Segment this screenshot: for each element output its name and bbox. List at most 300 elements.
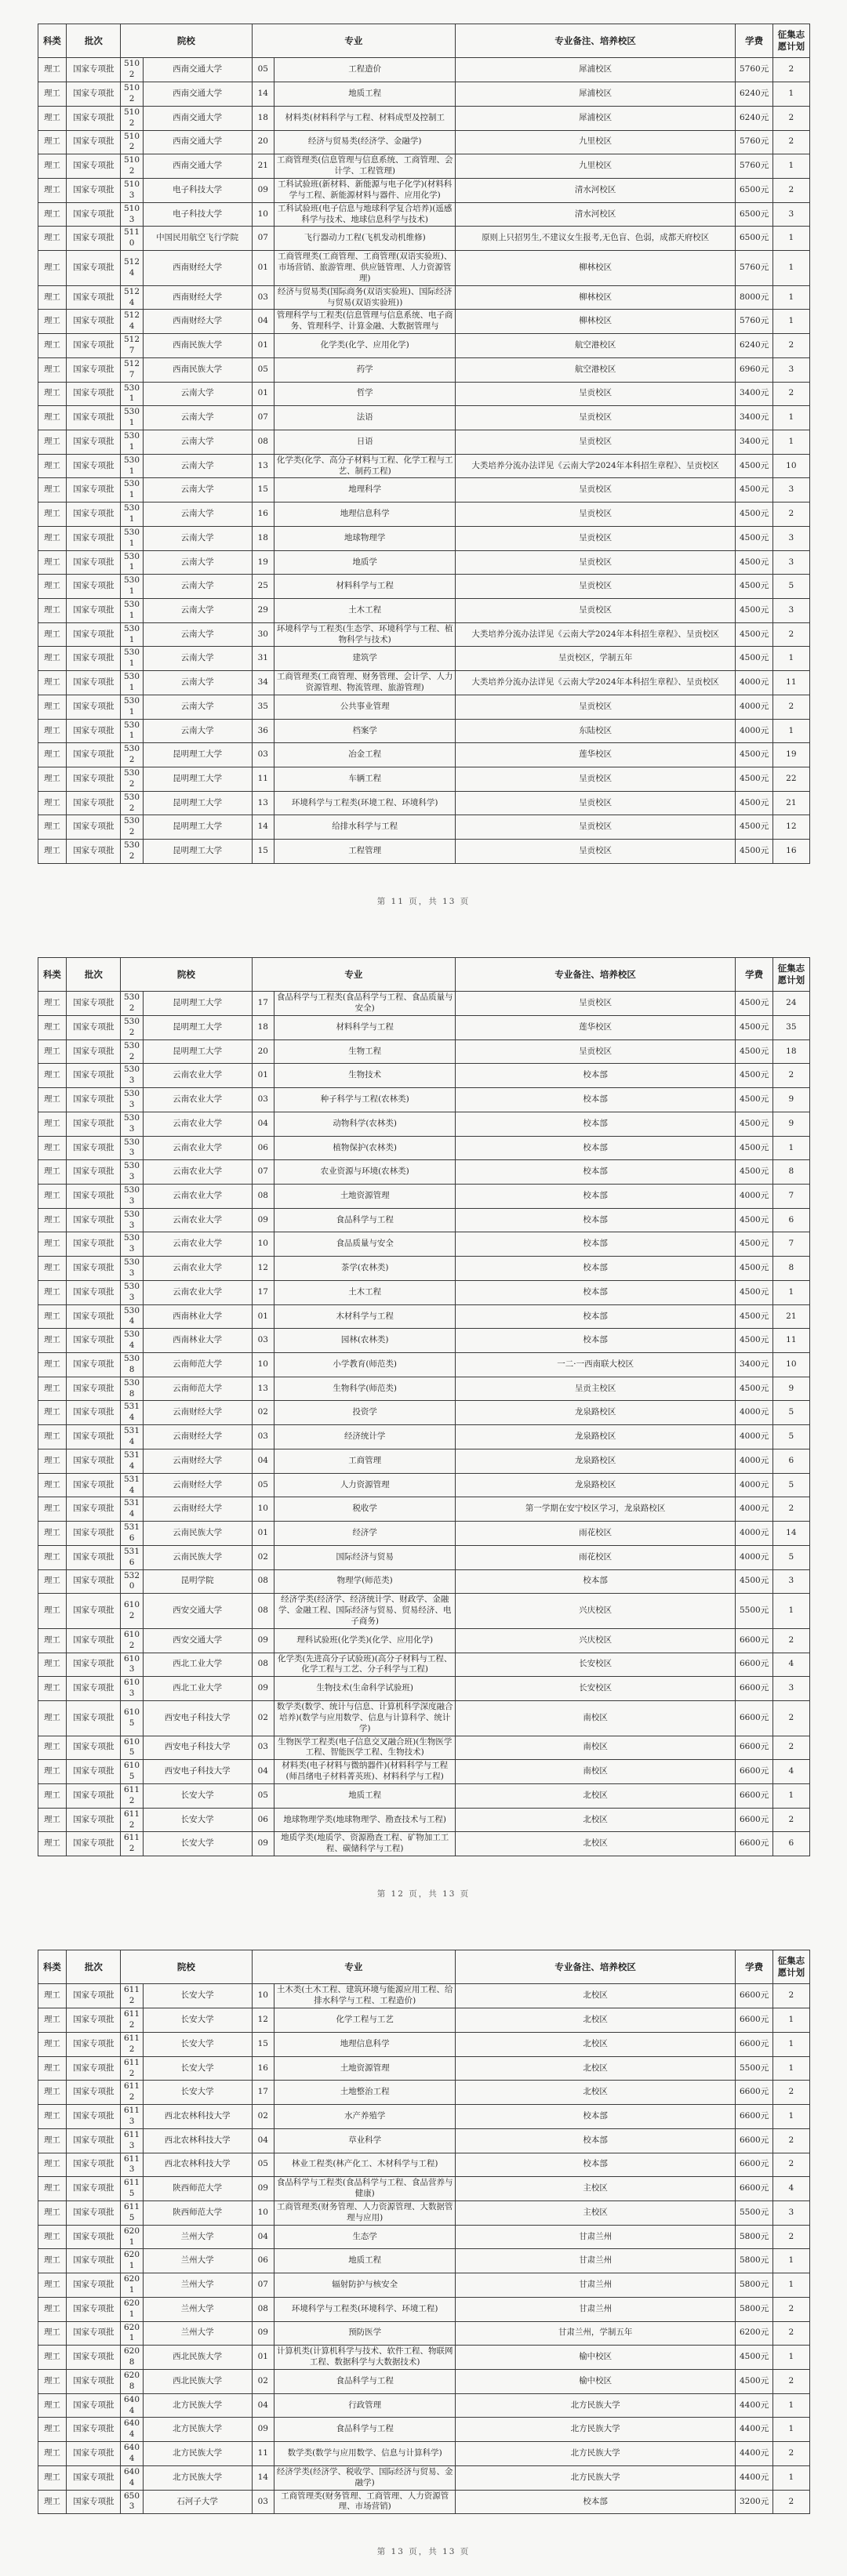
cell-note-campus: 呈贡校区 — [456, 550, 736, 575]
col-header-fee: 学费 — [736, 24, 773, 58]
cell-major-code: 02 — [252, 1401, 274, 1425]
cell-college-name: 昆明理工大学 — [143, 992, 252, 1016]
cell-batch: 国家专项批 — [67, 503, 121, 527]
cell-note-campus: 犀浦校区 — [456, 106, 736, 130]
cell-subject-category: 理工 — [38, 285, 67, 310]
cell-college-code: 5303 — [121, 1088, 144, 1112]
cell-plan-count: 1 — [773, 2393, 809, 2418]
cell-college-name: 西北工业大学 — [143, 1653, 252, 1677]
cell-major-code: 07 — [252, 1160, 274, 1185]
cell-fee: 4500元 — [736, 1377, 773, 1401]
cell-subject-category: 理工 — [38, 106, 67, 130]
cell-batch: 国家专项批 — [67, 1449, 121, 1473]
table-row — [38, 1064, 809, 1088]
cell-college-name: 云南农业大学 — [143, 1136, 252, 1160]
cell-plan-count: 2 — [773, 1808, 809, 1832]
cell-college-code: 5302 — [121, 767, 144, 792]
table-row — [38, 82, 809, 107]
cell-major-code: 09 — [252, 1832, 274, 1856]
cell-batch: 国家专项批 — [67, 599, 121, 623]
cell-plan-count: 2 — [773, 2490, 809, 2514]
cell-major-name: 经济与贸易类(国际商务(双语实验班)、国际经济与贸易(双语实验班)) — [274, 285, 456, 310]
cell-subject-category: 理工 — [38, 791, 67, 815]
cell-college-name: 云南财经大学 — [143, 1497, 252, 1522]
table-row — [38, 575, 809, 599]
cell-plan-count: 7 — [773, 1232, 809, 1257]
cell-major-code: 05 — [252, 1473, 274, 1497]
cell-fee: 4000元 — [736, 671, 773, 695]
table-row — [38, 1208, 809, 1232]
cell-college-code: 6112 — [121, 2081, 144, 2105]
cell-major-code: 13 — [252, 454, 274, 478]
cell-college-code: 5303 — [121, 1280, 144, 1304]
cell-college-name: 长安大学 — [143, 1808, 252, 1832]
cell-major-code: 16 — [252, 503, 274, 527]
cell-plan-count: 5 — [773, 1545, 809, 1569]
cell-college-name: 西北农林科技大学 — [143, 2128, 252, 2153]
cell-college-code: 5314 — [121, 1449, 144, 1473]
col-header-note-campus: 专业备注、培养校区 — [456, 957, 736, 991]
cell-note-campus: 航空港校区 — [456, 334, 736, 358]
cell-batch: 国家专项批 — [67, 2128, 121, 2153]
cell-major-code: 29 — [252, 599, 274, 623]
cell-college-name: 兰州大学 — [143, 2273, 252, 2298]
cell-batch: 国家专项批 — [67, 1497, 121, 1522]
cell-subject-category: 理工 — [38, 382, 67, 406]
cell-batch: 国家专项批 — [67, 251, 121, 286]
cell-batch: 国家专项批 — [67, 106, 121, 130]
cell-major-name: 环境科学与工程类(生态学、环境科学与工程、植物科学与技术) — [274, 622, 456, 647]
cell-fee: 6500元 — [736, 202, 773, 227]
table-row — [38, 1700, 809, 1736]
cell-major-name: 环境科学与工程类(环境工程、环境科学) — [274, 791, 456, 815]
col-header-batch: 批次 — [67, 957, 121, 991]
cell-major-code: 08 — [252, 1569, 274, 1594]
table-row — [38, 992, 809, 1016]
cell-college-name: 西安电子科技大学 — [143, 1736, 252, 1760]
cell-college-code: 5102 — [121, 154, 144, 179]
cell-fee: 4000元 — [736, 1425, 773, 1449]
cell-batch: 国家专项批 — [67, 992, 121, 1016]
cell-college-name: 昆明理工大学 — [143, 1015, 252, 1039]
cell-college-code: 5301 — [121, 430, 144, 454]
cell-major-code: 05 — [252, 58, 274, 82]
cell-note-campus: 长安校区 — [456, 1653, 736, 1677]
cell-subject-category: 理工 — [38, 1984, 67, 2008]
table-row — [38, 310, 809, 334]
cell-plan-count: 3 — [773, 1569, 809, 1594]
cell-fee: 5760元 — [736, 310, 773, 334]
cell-college-name: 云南大学 — [143, 550, 252, 575]
cell-college-name: 云南大学 — [143, 622, 252, 647]
cell-note-campus: 呈贡校区 — [456, 840, 736, 864]
cell-note-campus: 雨花校区 — [456, 1545, 736, 1569]
cell-fee: 4500元 — [736, 1015, 773, 1039]
cell-note-campus: 校本部 — [456, 1160, 736, 1185]
cell-plan-count: 1 — [773, 1594, 809, 1629]
table-row — [38, 743, 809, 767]
cell-major-code: 01 — [252, 1522, 274, 1546]
cell-subject-category: 理工 — [38, 719, 67, 743]
cell-fee: 6600元 — [736, 2153, 773, 2177]
cell-college-name: 云南大学 — [143, 671, 252, 695]
cell-plan-count: 1 — [773, 2008, 809, 2033]
col-header-fee: 学费 — [736, 1950, 773, 1984]
cell-college-code: 6208 — [121, 2346, 144, 2370]
cell-batch: 国家专项批 — [67, 1569, 121, 1594]
page-footer: 第 11 页，共 13 页 — [376, 896, 471, 906]
cell-major-code: 18 — [252, 106, 274, 130]
cell-batch: 国家专项批 — [67, 310, 121, 334]
cell-subject-category: 理工 — [38, 1232, 67, 1257]
table-header — [38, 24, 809, 58]
table-row — [38, 2200, 809, 2225]
cell-batch: 国家专项批 — [67, 1760, 121, 1784]
cell-major-name: 工商管理类(财务管理、工商管理、人力资源管理、市场营销) — [274, 2490, 456, 2514]
cell-plan-count: 1 — [773, 1136, 809, 1160]
cell-batch: 国家专项批 — [67, 1628, 121, 1653]
cell-batch: 国家专项批 — [67, 2008, 121, 2033]
cell-college-code: 5302 — [121, 1015, 144, 1039]
cell-major-code: 09 — [252, 2418, 274, 2442]
cell-note-campus: 校本部 — [456, 1112, 736, 1136]
table-row — [38, 1808, 809, 1832]
table-row — [38, 1160, 809, 1185]
table-row — [38, 1569, 809, 1594]
cell-plan-count: 2 — [773, 106, 809, 130]
cell-college-code: 5303 — [121, 1136, 144, 1160]
cell-college-code: 5308 — [121, 1353, 144, 1377]
cell-college-name: 兰州大学 — [143, 2225, 252, 2249]
cell-major-name: 税收学 — [274, 1497, 456, 1522]
cell-batch: 国家专项批 — [67, 575, 121, 599]
cell-subject-category: 理工 — [38, 58, 67, 82]
table-row — [38, 622, 809, 647]
cell-major-name: 林业工程类(林产化工、木材科学与工程) — [274, 2153, 456, 2177]
cell-plan-count: 9 — [773, 1112, 809, 1136]
cell-batch: 国家专项批 — [67, 1832, 121, 1856]
table-row — [38, 1232, 809, 1257]
cell-note-campus: 九里校区 — [456, 154, 736, 179]
cell-batch: 国家专项批 — [67, 1653, 121, 1677]
cell-note-campus: 清水河校区 — [456, 178, 736, 202]
table-row — [38, 1594, 809, 1629]
cell-plan-count: 4 — [773, 2177, 809, 2201]
cell-subject-category: 理工 — [38, 2249, 67, 2273]
cell-subject-category: 理工 — [38, 1112, 67, 1136]
cell-batch: 国家专项批 — [67, 178, 121, 202]
cell-major-name: 理科试验班(化学类)(化学、应用化学) — [274, 1628, 456, 1653]
cell-fee: 4500元 — [736, 743, 773, 767]
cell-plan-count: 3 — [773, 550, 809, 575]
cell-major-name: 生物医学工程类(电子信息交叉融合班)(生物医学工程、智能医学工程、生物技术) — [274, 1736, 456, 1760]
cell-major-code: 10 — [252, 1353, 274, 1377]
cell-subject-category: 理工 — [38, 2056, 67, 2081]
cell-batch: 国家专项批 — [67, 334, 121, 358]
cell-fee: 4500元 — [736, 503, 773, 527]
cell-fee: 4000元 — [736, 695, 773, 719]
cell-fee: 5500元 — [736, 2200, 773, 2225]
col-header-college: 院校 — [121, 24, 252, 58]
cell-college-name: 长安大学 — [143, 2081, 252, 2105]
cell-college-name: 云南大学 — [143, 599, 252, 623]
cell-major-code: 14 — [252, 2465, 274, 2490]
cell-college-code: 5110 — [121, 227, 144, 251]
table-row — [38, 599, 809, 623]
cell-batch: 国家专项批 — [67, 130, 121, 154]
cell-college-name: 云南民族大学 — [143, 1545, 252, 1569]
cell-college-name: 西南财经大学 — [143, 251, 252, 286]
cell-fee: 5760元 — [736, 154, 773, 179]
page-11 — [38, 24, 810, 907]
cell-college-code: 6201 — [121, 2225, 144, 2249]
cell-college-name: 云南农业大学 — [143, 1257, 252, 1281]
cell-college-name: 云南大学 — [143, 430, 252, 454]
cell-college-name: 北方民族大学 — [143, 2393, 252, 2418]
cell-note-campus: 呈贡校区 — [456, 992, 736, 1016]
cell-major-code: 08 — [252, 430, 274, 454]
cell-note-campus: 九里校区 — [456, 130, 736, 154]
cell-fee: 3400元 — [736, 382, 773, 406]
cell-fee: 6600元 — [736, 1760, 773, 1784]
cell-subject-category: 理工 — [38, 1208, 67, 1232]
cell-college-name: 昆明理工大学 — [143, 1039, 252, 1064]
cell-major-code: 15 — [252, 2032, 274, 2056]
cell-major-code: 18 — [252, 1015, 274, 1039]
cell-college-code: 6115 — [121, 2177, 144, 2201]
cell-batch: 国家专项批 — [67, 1304, 121, 1329]
cell-fee: 4000元 — [736, 1497, 773, 1522]
cell-major-name: 土木类(土木工程、建筑环境与能源应用工程、给排水科学与工程、工程造价) — [274, 1984, 456, 2008]
cell-plan-count: 2 — [773, 130, 809, 154]
cell-fee: 6240元 — [736, 82, 773, 107]
cell-subject-category: 理工 — [38, 1653, 67, 1677]
cell-plan-count: 1 — [773, 1280, 809, 1304]
cell-major-code: 15 — [252, 840, 274, 864]
cell-batch: 国家专项批 — [67, 2225, 121, 2249]
cell-plan-count: 3 — [773, 357, 809, 382]
cell-major-code: 17 — [252, 1280, 274, 1304]
table-row — [38, 1628, 809, 1653]
cell-college-name: 西南交通大学 — [143, 154, 252, 179]
table-row — [38, 1280, 809, 1304]
cell-college-name: 西南交通大学 — [143, 82, 252, 107]
cell-major-code: 04 — [252, 1112, 274, 1136]
cell-plan-count: 4 — [773, 1653, 809, 1677]
cell-plan-count: 2 — [773, 1497, 809, 1522]
cell-major-name: 农业资源与环境(农林类) — [274, 1160, 456, 1185]
table-row — [38, 1653, 809, 1677]
cell-college-code: 6112 — [121, 2056, 144, 2081]
cell-college-name: 长安大学 — [143, 1783, 252, 1808]
cell-subject-category: 理工 — [38, 1329, 67, 1353]
table-row — [38, 1088, 809, 1112]
cell-note-campus: 呈贡校区 — [456, 503, 736, 527]
cell-note-campus: 主校区 — [456, 2200, 736, 2225]
cell-fee: 6600元 — [736, 2177, 773, 2201]
table-row — [38, 430, 809, 454]
cell-note-campus: 校本部 — [456, 1569, 736, 1594]
cell-note-campus: 呈贡校区 — [456, 382, 736, 406]
cell-subject-category: 理工 — [38, 2393, 67, 2418]
cell-college-code: 6404 — [121, 2393, 144, 2418]
cell-note-campus: 龙泉路校区 — [456, 1425, 736, 1449]
cell-subject-category: 理工 — [38, 671, 67, 695]
cell-college-code: 6404 — [121, 2465, 144, 2490]
cell-plan-count: 2 — [773, 503, 809, 527]
cell-major-name: 给排水科学与工程 — [274, 815, 456, 840]
table-row — [38, 285, 809, 310]
cell-plan-count: 2 — [773, 334, 809, 358]
cell-major-name: 化学类(化学、应用化学) — [274, 334, 456, 358]
col-header-college: 院校 — [121, 957, 252, 991]
table-row — [38, 58, 809, 82]
cell-college-code: 6105 — [121, 1700, 144, 1736]
cell-subject-category: 理工 — [38, 1088, 67, 1112]
cell-fee: 4500元 — [736, 599, 773, 623]
cell-plan-count: 9 — [773, 1088, 809, 1112]
table-row — [38, 2297, 809, 2321]
cell-major-code: 04 — [252, 2393, 274, 2418]
cell-college-code: 5102 — [121, 82, 144, 107]
cell-major-code: 31 — [252, 647, 274, 671]
cell-batch: 国家专项批 — [67, 1808, 121, 1832]
table-row — [38, 357, 809, 382]
cell-subject-category: 理工 — [38, 622, 67, 647]
cell-major-code: 04 — [252, 310, 274, 334]
cell-major-code: 09 — [252, 2177, 274, 2201]
cell-subject-category: 理工 — [38, 1064, 67, 1088]
cell-college-name: 电子科技大学 — [143, 202, 252, 227]
cell-plan-count: 7 — [773, 1185, 809, 1209]
table-row — [38, 251, 809, 286]
cell-college-name: 云南大学 — [143, 478, 252, 503]
cell-plan-count: 1 — [773, 2032, 809, 2056]
cell-note-campus: 校本部 — [456, 1185, 736, 1209]
cell-major-name: 工商管理类(信息管理与信息系统、工商管理、会计学、工程管理) — [274, 154, 456, 179]
cell-note-campus: 呈贡校区，学制五年 — [456, 647, 736, 671]
cell-college-code: 5124 — [121, 251, 144, 286]
cell-college-name: 长安大学 — [143, 2032, 252, 2056]
cell-major-name: 地理科学 — [274, 478, 456, 503]
header-row — [38, 1950, 809, 1984]
cell-batch: 国家专项批 — [67, 1677, 121, 1701]
cell-subject-category: 理工 — [38, 1497, 67, 1522]
cell-major-name: 工程造价 — [274, 58, 456, 82]
cell-major-code: 05 — [252, 2153, 274, 2177]
cell-college-name: 陕西师范大学 — [143, 2200, 252, 2225]
cell-major-name: 环境科学与工程类(环境科学、环境工程) — [274, 2297, 456, 2321]
cell-batch: 国家专项批 — [67, 1160, 121, 1185]
cell-batch: 国家专项批 — [67, 1783, 121, 1808]
cell-note-campus: 校本部 — [456, 1064, 736, 1088]
cell-major-name: 食品科学与工程 — [274, 2418, 456, 2442]
cell-note-campus: 北校区 — [456, 1783, 736, 1808]
cell-subject-category: 理工 — [38, 1304, 67, 1329]
cell-plan-count: 1 — [773, 2249, 809, 2273]
cell-note-campus: 柳林校区 — [456, 310, 736, 334]
cell-college-name: 西南财经大学 — [143, 310, 252, 334]
cell-college-name: 长安大学 — [143, 1832, 252, 1856]
cell-note-campus: 校本部 — [456, 2105, 736, 2129]
cell-subject-category: 理工 — [38, 1185, 67, 1209]
cell-plan-count: 1 — [773, 285, 809, 310]
cell-subject-category: 理工 — [38, 251, 67, 286]
cell-note-campus: 呈贡校区 — [456, 478, 736, 503]
cell-batch: 国家专项批 — [67, 2393, 121, 2418]
table-row — [38, 1377, 809, 1401]
cell-major-code: 34 — [252, 671, 274, 695]
cell-fee: 6600元 — [736, 2105, 773, 2129]
cell-major-name: 预防医学 — [274, 2321, 456, 2346]
cell-major-code: 09 — [252, 1677, 274, 1701]
cell-batch: 国家专项批 — [67, 1594, 121, 1629]
cell-major-name: 生物工程 — [274, 1039, 456, 1064]
cell-subject-category: 理工 — [38, 1700, 67, 1736]
cell-fee: 4500元 — [736, 575, 773, 599]
cell-fee: 4500元 — [736, 1569, 773, 1594]
cell-major-code: 12 — [252, 2008, 274, 2033]
cell-major-name: 地球物理学 — [274, 526, 456, 550]
cell-plan-count: 1 — [773, 2418, 809, 2442]
cell-college-code: 5301 — [121, 503, 144, 527]
cell-subject-category: 理工 — [38, 1425, 67, 1449]
cell-plan-count: 11 — [773, 671, 809, 695]
cell-major-code: 07 — [252, 2273, 274, 2298]
cell-major-name: 材料科学与工程 — [274, 575, 456, 599]
cell-college-name: 西安交通大学 — [143, 1594, 252, 1629]
cell-batch: 国家专项批 — [67, 647, 121, 671]
cell-major-name: 地球物理学类(地球物理学、勘查技术与工程) — [274, 1808, 456, 1832]
cell-major-code: 25 — [252, 575, 274, 599]
cell-note-campus: 呈贡校区 — [456, 815, 736, 840]
cell-note-campus: 校本部 — [456, 1208, 736, 1232]
cell-major-name: 生物科学(师范类) — [274, 1377, 456, 1401]
cell-major-name: 投资学 — [274, 1401, 456, 1425]
cell-major-code: 01 — [252, 1304, 274, 1329]
cell-batch: 国家专项批 — [67, 2369, 121, 2393]
cell-major-code: 01 — [252, 251, 274, 286]
cell-college-name: 西南林业大学 — [143, 1329, 252, 1353]
cell-major-code: 10 — [252, 2200, 274, 2225]
cell-major-code: 10 — [252, 1984, 274, 2008]
cell-plan-count: 9 — [773, 1377, 809, 1401]
cell-batch: 国家专项批 — [67, 1015, 121, 1039]
cell-fee: 6600元 — [736, 1832, 773, 1856]
cell-batch: 国家专项批 — [67, 454, 121, 478]
cell-fee: 4500元 — [736, 767, 773, 792]
cell-batch: 国家专项批 — [67, 2321, 121, 2346]
cell-subject-category: 理工 — [38, 743, 67, 767]
cell-major-name: 国际经济与贸易 — [274, 1545, 456, 1569]
cell-plan-count: 5 — [773, 1401, 809, 1425]
page-12 — [38, 957, 810, 1899]
cell-college-name: 云南农业大学 — [143, 1064, 252, 1088]
cell-note-campus: 原则上只招男生,不建议女生报考,无色盲、色弱，成都天府校区 — [456, 227, 736, 251]
cell-note-campus: 柳林校区 — [456, 251, 736, 286]
cell-fee: 6600元 — [736, 1628, 773, 1653]
cell-major-name: 地质学 — [274, 550, 456, 575]
table-row — [38, 2225, 809, 2249]
cell-batch: 国家专项批 — [67, 1736, 121, 1760]
cell-subject-category: 理工 — [38, 2297, 67, 2321]
cell-note-campus: 甘肃兰州 — [456, 2297, 736, 2321]
cell-fee: 6240元 — [736, 106, 773, 130]
cell-major-name: 工商管理 — [274, 1449, 456, 1473]
cell-fee: 4500元 — [736, 1064, 773, 1088]
cell-college-code: 6404 — [121, 2418, 144, 2442]
cell-college-code: 5302 — [121, 1039, 144, 1064]
